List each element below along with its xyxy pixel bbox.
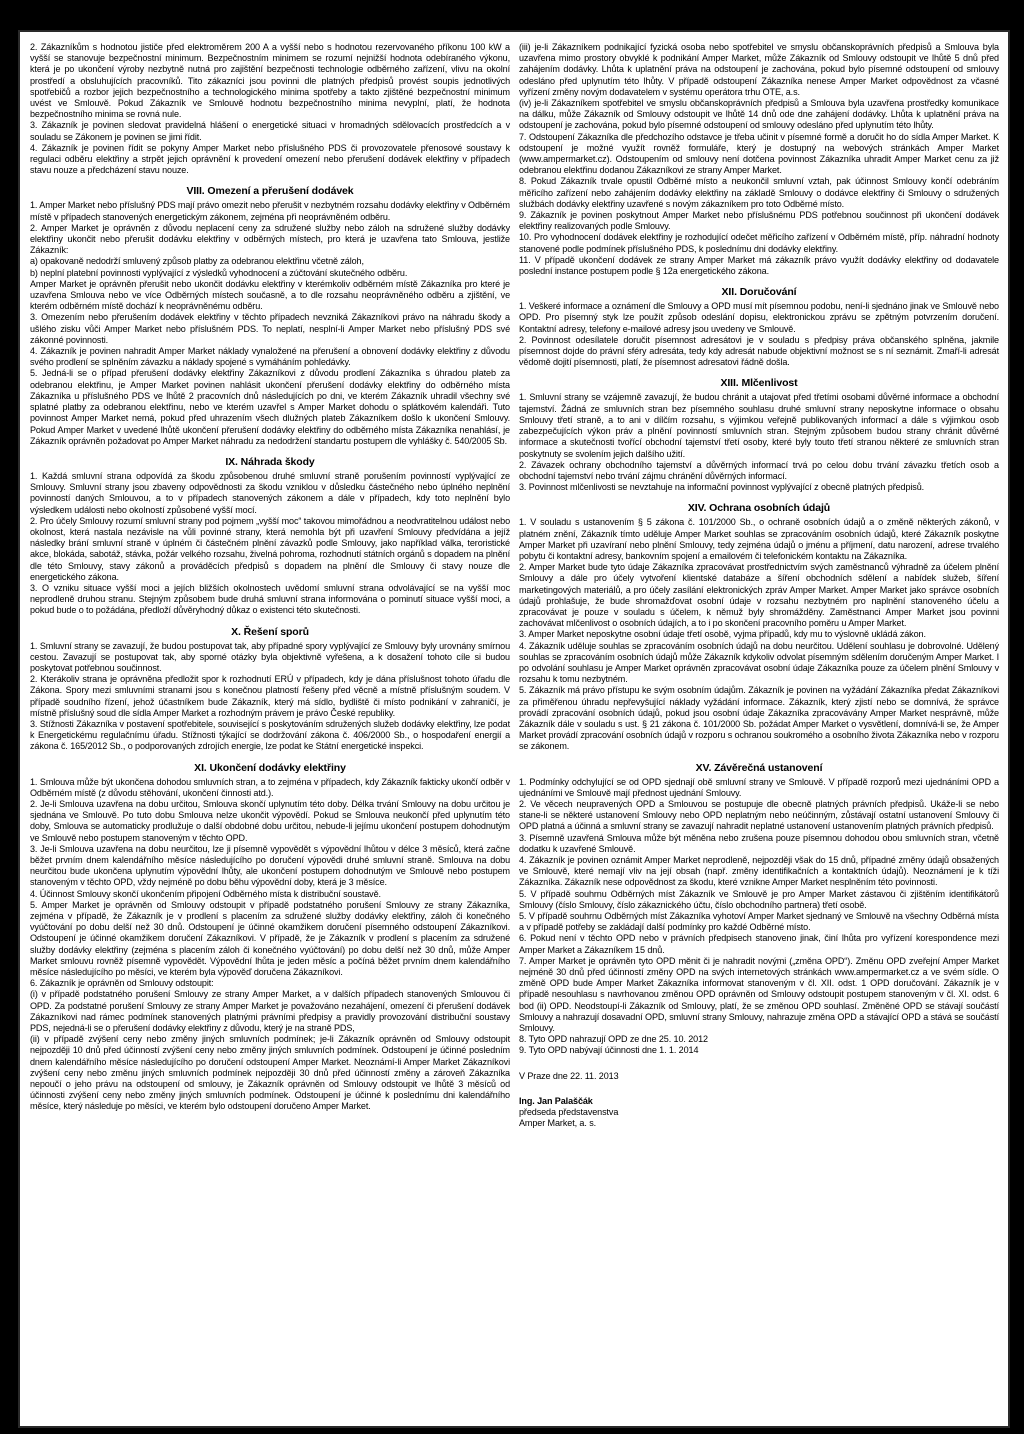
paragraph: 4. Zákazník je povinen řídit se pokyny Amper Market nebo příslušného PDS či provozovatele přenosové soustavy k regulaci odběru elektřiny a strpět jejich oprávnění k provedení omezení nebo přerušení dodávek elektřiny v případech stavu nouze a předcházení stavu nouze. [30,142,510,176]
paragraph: 4. Zákazník je povinen oznámit Amper Market neprodleně, nejpozději však do 15 dnů, případné změny údajů obsažených ve Smlouvě, které nemají vliv na její obsah (např. změny identifikačních a kontaktních údajů). Neoznámení je k tíži Zákazníka. Zákazník nese odpovědnost za škodu, které vznikne Amper Market nesplněním této povinnosti. [519,855,999,888]
paragraph: 3. Stížnosti Zákazníka v postavení spotřebitele, související s poskytováním sdružených služeb dodávky elektřiny, lze podat k Energetickému regulačnímu úřadu. Stížnosti týkající se dodržování zákona č. 406/2000 Sb., o hospodaření energií a zákona č. 165/2012 Sb., o podporovaných zdrojích energie, lze podat ke Státní energetické inspekci. [30,718,510,752]
paragraph: 3. Zákazník je povinen sledovat pravidelná hlášení o energetické situaci v hromadných sdělovacích prostředcích a v souladu se Zákonem je povinen se jimi řídit. [30,120,510,142]
paragraph: 2. Závazek ochrany obchodního tajemství a důvěrných informací trvá po celou dobu trvání závazku třetích osob a obchodní tajemství nebo trvání zájmu chránění důvěrných informací. [519,459,999,481]
paragraph: Amper Market je oprávněn přerušit nebo ukončit dodávku elektřiny v kterémkoliv odběrném místě Zákazníka pro které je uzavřena Smlouva nebo ve více Odběrných místech současně, a to dle rozsahu neoprávněného odběru a zjištění, ve kterém odběrném místě dochází k neoprávněnému odběru. [30,278,510,312]
signatory-company: Amper Market, a. s. [519,1118,597,1129]
scan-top-margin [0,0,1024,30]
paragraph: 3. O vzniku situace vyšší moci a jejích bližších okolnostech uvědomí smluvní strana odvolávající se na vyšší moc neprodleně druhou stranu. Stejným způsobem bude druhá smluvní strana informována o pominutí situace vyšší moci, a pokud bude o to požádána, předloží důvěryhodný důkaz o existenci této skutečnosti. [30,582,510,616]
paragraph: 3. Je-li Smlouva uzavřena na dobu neurčitou, lze ji písemně vypovědět s výpovědní lhůtou v délce 3 měsíců, která začne běžet prvním dnem kalendářního měsíce následujícího po doručení výpovědi druhé smluvní straně. Smlouva na dobu neurčitou bude ukončena uplynutím výpovědní lhůty, ale ukončení postupem dohodnutým ve Smlouvě nebo postupem stanoveným v těchto OPD, vždy nejméně po dobu běhu výpovědní doby, která je 3 měsíce. [30,843,510,888]
paragraph: 1. Smlouva může být ukončena dohodou smluvních stran, a to zejména v případech, kdy Zákazník fakticky ukončí odběr v Odběrném místě (z důvodu stěhování, ukončení činnosti atd.). [30,776,510,798]
paragraph: 5. V případě souhrnu Odběrných míst Zákazníka vyhotoví Amper Market sjednaný ve Smlouvě na všechny Odběrná místa a v případě potřeby se zakládají další podmínky pro každé Odběrné místo. [519,911,999,933]
paragraph: a) opakovaně nedodrží smluvený způsob platby za odebranou elektřinu včetně záloh, [30,256,364,267]
paragraph: 2. Ve věcech neupravených OPD a Smlouvou se postupuje dle obecně platných právních předpisů. Ukáže-li se nebo stane-li se některé ustanovení Smlouvy nebo OPD neplatným nebo neúčinným, zůstávají ostatní ustanovení Smlouvy či OPD platná a účinná a smluvní strany se zavazují nahradit neplatné ustanovení ustanovením platných právních předpisů. [519,798,999,832]
paragraph: (i) v případě podstatného porušení Smlouvy ze strany Amper Market, a v dalších případech stanovených Smlouvou či OPD. Za podstatné porušení Smlouvy ze strany Amper Market je považováno nezahájení, omezení či přerušení dodávek Zákazníkovi nad rámec podmínek stanovených platnými právními předpisy a pravidly provozování distribuční soustavy PDS, nejedná-li se o přerušení dodávky elektřiny z důvodu, který je na straně PDS, [30,989,510,1034]
paragraph: (iv) je-li Zákazníkem spotřebitel ve smyslu občanskoprávních předpisů a Smlouva byla uzavřena prostředky komunikace na dálku, může Zákazník od Smlouvy odstoupit ve lhůtě 14 dnů ode dne zahájení dodávky. Lhůta k uplatnění práva na odstoupení je zachována, pokud bylo písemné odstoupení od smlouvy odesláno před uplynutím této lhůty. [519,98,999,131]
paragraph: 2. Amper Market bude tyto údaje Zákazníka zpracovávat prostřednictvím svých zaměstnanců výhradně za účelem plnění Smlouvy a dále pro účely vytvoření klientské databáze a šíření obchodních sdělení a nabídek služeb, šíření marketingových materiálů, a pro účely zasílání elektronických zpráv Amper Market. Amper Market jako správce osobních údajů prohlašuje, že bude shromažďovat osobní údaje v rozsahu nezbytném pro naplnění stanoveného účelu a zpracovávat je pouze v souladu s účelem, k němuž byly shromážděny. Zaměstnanci Amper Market jsou povinni zachovávat mlčenlivost o osobních údajích, a to i po skončení pracovního poměru u Amper Market. [519,562,999,629]
section-heading: IX. Náhrada škody [225,455,315,468]
paragraph: 1. V souladu s ustanovením § 5 zákona č. 101/2000 Sb., o ochraně osobních údajů a o změně některých zákonů, v platném znění, Zákazník tímto uděluje Amper Market souhlas se zpracováním osobních údajů, které Zákazník poskytne Amper Market při uzavíraní nebo plnění Smlouvy, tedy zejména údajů o jménu a příjmení, datu narození, adrese trvalého pobytu či kontaktní adresy, bankovním spojení a emailovém či telefonickém kontaktu na Zákazníka. [519,517,999,561]
signatory-role: předseda představenstva [519,1107,619,1118]
paragraph: 1. Amper Market nebo příslušný PDS mají právo omezit nebo přerušit v nezbytném rozsahu dodávky elektřiny v Odběrném místě v případech stanovených energetickým zákonem, zejména při neoprávněném odběru. [30,200,510,222]
paragraph: 3. Amper Market neposkytne osobní údaje třetí osobě, vyjma případů, kdy mu to výslovně ukládá zákon. [519,629,926,640]
section-heading: XIII. Mlčenlivost [720,377,798,390]
paragraph: (ii) v případě zvýšení ceny nebo změny jiných smluvních podmínek; je-li Zákazník oprávněn od Smlouvy odstoupit nejpozději 10 dnů před účinností zvýšení ceny nebo změny jiných smluvních podmínek. Odstoupení je účinné posledním dnem kalendářního měsíce následujícího po doručení odstoupení Amper Market. Neoznámí-li Amper Market Zákazníkovi zvýšení ceny nebo změnu jiných smluvních podmínek nejpozději 30 dnů před účinností změny a zároveň Zákazníka nepoučí o jeho právu na odstoupení od smlouvy, je Zákazník oprávněn od Smlouvy odstoupit ve lhůtě 3 měsíců od účinnosti zvýšení ceny nebo změny jiných smluvních podmínek. Odstoupení je účinné k poslednímu dni kalendářního měsíce, který následuje po měsíci, ve kterém bylo odstoupení doručeno Amper Market. [30,1034,510,1112]
section-heading: XI. Ukončení dodávky elektřiny [194,761,346,774]
paragraph: 7. Odstoupení Zákazníka dle předchozího odstavce je třeba učinit v písemné formě a doručit ho do sídla Amper Market. K odstoupení je možné využít rovněž formuláře, který je dostupný na webových stránkách Amper Market (www.ampermarket.cz). Odstoupením od smlouvy není dotčena povinnost Zákazníka uhradit Amper Market cenu za již odebranou elektřinu dodanou Zákazníkovi ze strany Amper Market. [519,131,999,176]
paragraph: 4. Účinnost Smlouvy skončí ukončením připojení Odběrného místa k distribuční soustavě. [30,888,381,899]
paragraph: 2. Povinnost odesílatele doručit písemnost adresátovi je v souladu s předpisy práva občanského splněna, jakmile písemnost dojde do právní sféry adresáta, tedy kdy adresát nabude objektivní možnost se s ní seznámit. Zmaří-li adresát vědomě dojití písemnosti, platí, že písemnost adresatovi řádně došla. [519,334,999,368]
paragraph: 8. Pokud Zákazník trvale opustil Odběrné místo a neukončil smluvní vztah, pak účinnost Smlouvy končí odebráním měřicího zařízení nebo zahájením dodávky elektřiny na základě Smlouvy o dodávce elektřiny či Smlouvy o sdružených službách dodávky elektřiny uzavřené s novým zákazníkem pro toto Odběrné místo. [519,176,999,209]
paragraph: 3. Povinnost mlčenlivosti se nevztahuje na informační povinnost vyplývající z obecně platných předpisů. [519,482,925,493]
signature-date: V Praze dne 22. 11. 2013 [519,1070,619,1081]
paragraph: 5. V případě souhrnu Odběrných míst Zákazník ve Smlouvě je pro Amper Market zástavou či zjištěním identifikátorů Smlouvy (číslo Smlouvy, číslo zákaznického účtu, číslo obchodního partnera) třetí osobě. [519,888,999,910]
paragraph: 8. Tyto OPD nahrazují OPD ze dne 25. 10. 2012 [519,1034,708,1045]
paragraph: 5. Amper Market je oprávněn od Smlouvy odstoupit v případě podstatného porušení Smlouvy ze strany Zákazníka, zejména v případě, že Zákazník je v prodlení s placením za sdružené služby dodávky elektřiny, záloh či konečného vyúčtování po dobu delší než 30 dnů. Odstoupení je účinné okamžikem doručení písemného odstoupení Zákazníkovi. Odstoupení je účinné okamžikem doručení Zákazníkovi. V případě, že je Zákazník v prodlení s placením za sdružené služby dodávky elektřiny (zejména s placením záloh či konečného vyúčtování) po dobu delší než 30 dnů, může Amper Market smlouvu rovněž písemně vypovědět. Výpovědní lhůta je jeden měsíc a počíná běžet prvním dnem kalendářního měsíce následujícího po měsíci, ve kterém byla výpověď doručena Zákazníkovi. [30,899,510,978]
section-heading: XIV. Ochrana osobních údajů [687,502,831,515]
paragraph: (iii) je-li Zákazníkem podnikající fyzická osoba nebo spotřebitel ve smyslu občanskoprávních předpisů a Smlouva byla uzavřena mimo prostory obvyklé k podnikání Amper Market, může Zákazník od Smlouvy odstoupit ve lhůtě 5 dnů před zahájením dodávky. Lhůta k uplatnění práva na odstoupení je zachována, pokud bylo písemné odstoupení od smlouvy odesláno před uplynutím této lhůty. V případě odstoupení Zákazníka nenese Amper Market odpovědnost za včasné vyřízení změny novým dodavatelem v systému operátora trhu OTE, a.s. [519,42,999,97]
paragraph: 9. Zákazník je povinen poskytnout Amper Market nebo příslušnému PDS potřebnou součinnost při ukončení dodávek elektřiny realizovaných podle Smlouvy. [519,210,999,232]
paragraph: 2. Amper Market je oprávněn z důvodu neplacení ceny za sdružené služby nebo záloh na sdružené služby dodávky elektřiny ukončit nebo přerušit dodávku elektřiny v odběrných místech, pro která je uzavřena tato Smlouva, jestliže Zákazník: [30,222,510,256]
paragraph: 1. Smluvní strany se zavazují, že budou postupovat tak, aby případné spory vyplývající ze Smlouvy byly urovnány smírnou cestou. Zavazují se postupovat tak, aby sporné otázky byla objektivně vyřešena, a k dosažení tohoto cíle si budou poskytovat potřebnou součinnost. [30,640,510,673]
document-page [18,30,1010,1428]
paragraph: 10. Pro vyhodnocení dodávek elektřiny je rozhodující odečet měřicího zařízení v Odběrném místě, příp. náhradní hodnoty stanovené podle podmínek příslušného PDS, k poslednímu dni dodávky elektřiny. [519,232,999,254]
paragraph: 1. Veškeré informace a oznámení dle Smlouvy a OPD musí mít písemnou podobu, není-li sjednáno jinak ve Smlouvě nebo OPD. Pro písemný styk lze použít způsob odeslání dopisu, elektronickou zprávu se zpětným potvrzením doručení. Kontaktní adresy, telefony e-mailové adresy jsou uvedeny ve Smlouvě. [519,301,999,334]
paragraph: 11. V případě ukončení dodávek ze strany Amper Market má zákazník právo využít dodávky elektřiny od dodavatele poslední instance postupem podle § 12a energetického zákona. [519,254,999,277]
paragraph: 3. Písemně uzavřená Smlouva může být měněna nebo zrušena pouze písemnou dohodou obou smluvních stran, včetně dodatku k uzavřené Smlouvě. [519,832,999,854]
paragraph: b) neplní platební povinnosti vyplývající z výsledků vyhodnocení a zúčtování skutečného odběru. [30,267,408,278]
paragraph: 2. Kterákoliv strana je oprávněna předložit spor k rozhodnutí ERÚ v případech, kdy je dána příslušnost tohoto úřadu dle Zákona. Spory mezi smluvními stranami jsou s konečnou platností řešeny před věcně a místně příslušným soudem. V případě soudního řízení, jehož účastníkem bude Zákazník, který má sídlo, bydliště či místo podnikání v zahraničí, je místně příslušný soud dle sídla Amper Market a rozhodným právem je právo České republiky. [30,674,510,718]
paragraph: 2. Zákazníkům s hodnotou jističe před elektroměrem 200 A a vyšší nebo s hodnotou rezervovaného příkonu 100 kW a vyšší se stanovuje bezpečnostní minimum. Bezpečnostním minimem se rozumí nejnižší hodnota odebíraného výkonu, která je po ukončení výroby nezbytně nutná pro zajištění bezpečnosti technologie odběrného zařízení, vlivu na okolní prostředí a obsluhujících pracovníků. Tito zákazníci jsou povinni dle platných předpisů provést soupis jednotlivých spotřebičů a rozbor jejich bezpečnostního a technologického minima spotřeby a takto zjištěné bezpečnostní minimum uvést ve Smlouvě. Pokud Zákazník ve Smlouvě hodnotu bezpečnostního minima nevyplní, platí, že hodnota bezpečnostního minima se rovná nule. [30,42,510,120]
paragraph: 5. Jedná-li se o případ přerušení dodávky elektřiny Zákazníkovi z důvodu prodlení Zákazníka s úhradou plateb za odebranou elektřinu, je Amper Market povinen nahlásit ukončení přerušení dodávky elektřiny do odběrného místa Zákazníka u příslušného PDS ve lhůtě 2 pracovních dnů následujících po dni, ve kterém Zákazník uhradil všechny své splatné platby za odebranou elektřinu, nebo ve kterém uzavřel s Amper Market dohodu o splátkovém kalendáři. Tuto povinnost Amper Market nemá, pokud před uhrazením všech dlužných plateb Zákazníkem došlo k ukončení Smlouvy. Pokud Amper Market v uvedené lhůtě ukončení přerušení dodávky elektřiny do odběrného místa Zákazníka nenahlásí, je Zákazník oprávněn požadovat po Amper Market náhradu za nedodržení standartu postupem dle vyhlášky č. 540/2005 Sb. [30,368,510,446]
paragraph: 1. Smluvní strany se vzájemně zavazují, že budou chránit a utajovat před třetími osobami důvěrné informace a obchodní tajemství. Žádná ze smluvních stran bez písemného souhlasu druhé smluvní strany neposkytne informace o obsahu Smlouvy třetí straně, a to ani v dílčím rozsahu, s výjimkou veřejně publikovaných informací a dále s výjimkou osob zabezpečujících výkon práv a plnění povinností smluvních stran. Stejným způsobem budou strany chránit důvěrné informace a skutečnosti tvořící obchodní tajemství třetí osoby, které byly touto třetí stranou některé ze smluvních stran poskytnuty se svolením jejich dalšího užití. [519,392,999,459]
right-column [519,42,999,1129]
paragraph: 1. Podmínky odchylující se od OPD sjednají obě smluvní strany ve Smlouvě. V případě rozporů mezi ujednáními OPD a ujednáními ve Smlouvě mají přednost ujednání Smlouvy. [519,776,999,798]
paragraph: 5. Zákazník má právo přístupu ke svým osobním údajům. Zákazník je povinen na vyžádání Zákazníka předat Zákazníkovi za přiměřenou úhradu nepřevyšující náklady vyžádání informace. Zákazník, který zjistí nebo se domnívá, že správce provádí zpracování osobních údajů, pokud jsou osobní údaje Zákazníka zpracovávány Amper Market nesprávně, může Zákazník dále v souladu s ust. § 21 zákona č. 101/2000 Sb. požádat Amper Market o vysvětlení, domnívá-li se, že Amper Market provádí zpracování osobních údajů v rozporu s ochranou soukromého a osobního života Zákazníka nebo v rozporu se zákonem. [519,685,999,752]
paragraph: 2. Je-li Smlouva uzavřena na dobu určitou, Smlouva skončí uplynutím této doby. Délka trvání Smlouvy na dobu určitou je sjednána ve Smlouvě. Po tuto dobu Smlouva nelze ukončit výpovědí. Pokud se Smlouva neukončí před uplynutím této doby, Smlouva se automaticky prodlužuje o další obdobné dobu určitou, nebude-li jejímu ukončení postupem dohodnutým ve Smlouvě nebo postupem stanoveným v těchto OPD. [30,798,510,843]
paragraph: 4. Zákazník uděluje souhlas se zpracováním osobních údajů na dobu neurčitou. Udělení souhlasu je dobrovolné. Udělený souhlas se zpracováním osobních údajů může Zákazník kdykoliv odvolat písemným sdělením doručeným Amper Market. I po odvolání souhlasu je Amper Market oprávněn zpracovávat osobní údaje Zákazníka pouze za účelem plnění Smlouvy v rozsahu k tomu nezbytném. [519,640,999,685]
section-heading: XII. Doručování [721,286,797,299]
paragraph: 6. Zákazník je oprávněn od Smlouvy odstoupit: [30,978,214,989]
paragraph: 2. Pro účely Smlouvy rozumí smluvní strany pod pojmem „vyšší moc“ takovou mimořádnou a neodvratitelnou událost nebo okolnost, která nastala nezávisle na vůli povinné strany, která nemohla být při uzavření Smlouvy předvídána a jejíž následky brání smluvní straně v úplném či částečném plnění závazků podle Smlouvy, jako například válka, teroristické akce, blokáda, sabotáž, stávka, požár velkého rozsahu, živelná pohroma, rozhodnutí státních orgánů s dopadem na plnění dle této Smlouvy, stavy zákonů a prováděcích předpisů s dopadem na plnění dle Smlouvy či stavy nouze dle energetického zákona. [30,515,510,582]
section-heading: VIII. Omezení a přerušení dodávek [186,185,354,198]
signatory-name: Ing. Jan Palaščák [519,1095,593,1106]
paragraph: 3. Omezením nebo přerušením dodávek elektřiny v těchto případech nevzniká Zákazníkovi právo na náhradu škody a ušlého zisku vůči Amper Market nebo příslušném PDS. To neplatí, nesplní-li Amper Market nebo příslušný PDS své zákonné povinnosti. [30,312,510,345]
paragraph: 9. Tyto OPD nabývají účinnosti dne 1. 1. 2014 [519,1045,699,1056]
paragraph: 7. Amper Market je oprávněn tyto OPD měnit či je nahradit novými („změna OPD“). Změnu OPD zveřejní Amper Market nejméně 30 dnů před účinností změny OPD na svých internetových stránkách www.ampermarket.cz a ve svém sídle. O změně OPD bude Amper Market Zákazníka informovat stanoveným v čl. XII. odst. 1 OPD doručování. Zákazník je v případě nesouhlasu s navrhovanou změnou OPD oprávněn od Smlouvy odstoupit postupem stanoveným v čl. XI. odst. 6 bod (ii) OPD. Neodstoupí-li Zákazník od Smlouvy, platí, že se změnou OPD souhlasí. Změněné OPD se stávají součástí Smlouvy a nahrazují dosavadní OPD, smluvní strany Smlouvy, nahrazuje změna OPD a stávající OPD a stává se součástí Smlouvy. [519,955,999,1034]
paragraph: 1. Každá smluvní strana odpovídá za škodu způsobenou druhé smluvní straně porušením povinností vyplývající ze Smlouvy. Smluvní strany jsou zbaveny odpovědnosti za škodu vzniklou v důsledku částečného nebo úplného neplnění povinností daných Smlouvou, a to v případech stanovených zákonem a dále v případech, kdy toto neplnění bylo výsledkem události nebo okolností způsobené vyšší mocí. [30,470,510,515]
paragraph: 6. Pokud není v těchto OPD nebo v právních předpisech stanoveno jinak, činí lhůta pro vyřízení korespondence mezi Amper Market a Zákazníkem 15 dnů. [519,933,999,955]
left-column [30,42,510,1113]
paragraph: 4. Zákazník je povinen nahradit Amper Market náklady vynaložené na přerušení a obnovení dodávky elektřiny z důvodu svého prodlení se splněním závazku a náklady spojené s vymáháním pohledávky. [30,346,510,368]
section-heading: XV. Závěrečná ustanovení [695,761,823,774]
section-heading: X. Řešení sporů [231,625,309,638]
